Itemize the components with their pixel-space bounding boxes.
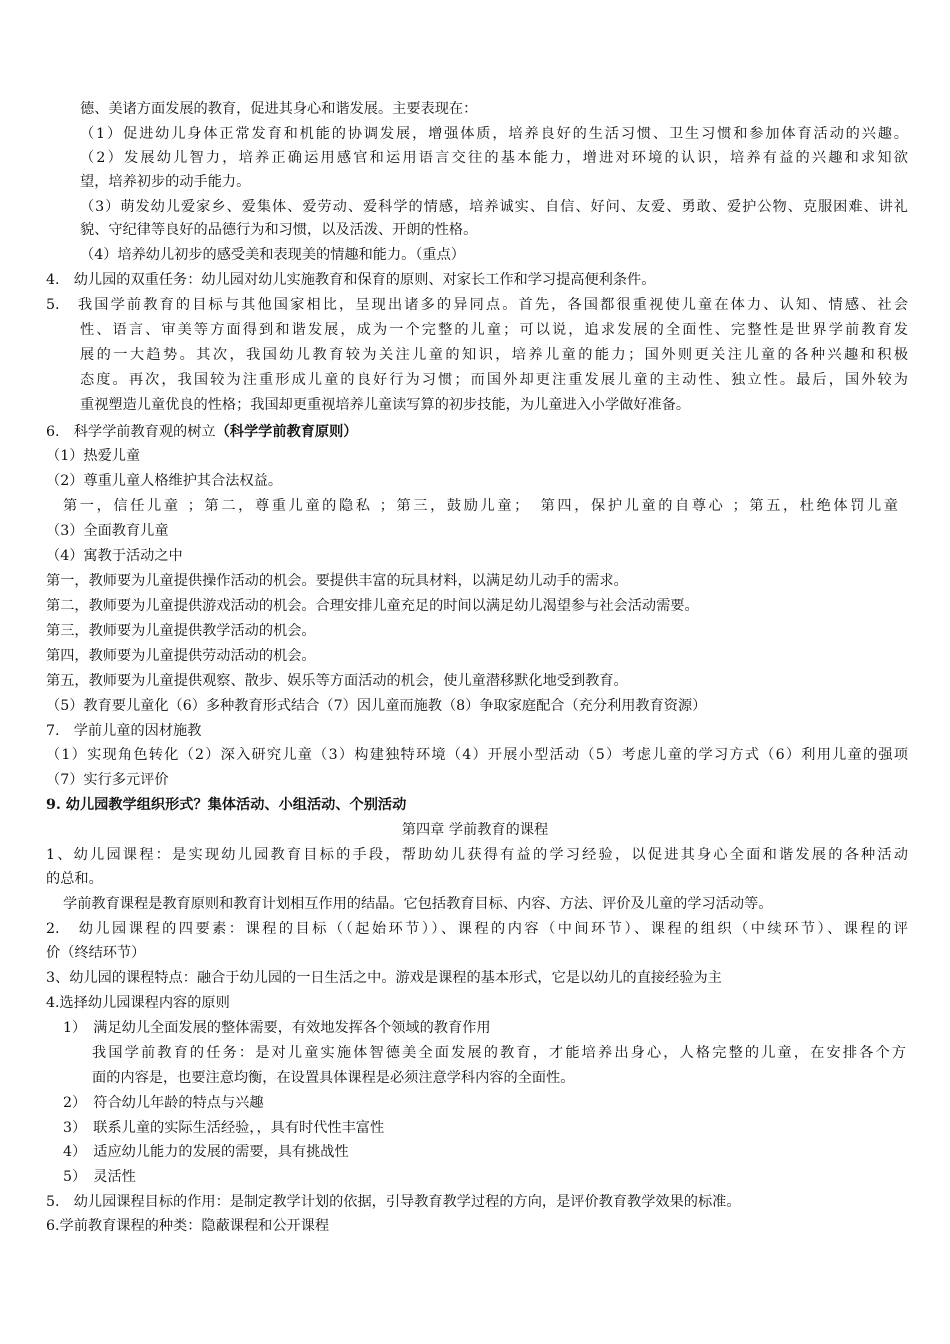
text-line: 第一，信任儿童 ；第二，尊重儿童的隐私 ；第三，鼓励儿童； 第四，保护儿童的自尊心 ；第五，杜绝体罚儿童 [63, 498, 898, 514]
text-line: 价（终结环节） [46, 945, 146, 961]
text-line: 4） 适应幼儿能力的发展的需要，具有挑战性 [63, 1144, 349, 1160]
text-line: 4. 幼儿园的双重任务：幼儿园对幼儿实施教育和保育的原则、对家长工作和学习提高便利条件。 [46, 272, 656, 288]
text-line: （1）热爱儿童 [46, 448, 141, 464]
text-line: 1） 满足幼儿全面发展的整体需要，有效地发挥各个领域的教育作用 [63, 1020, 491, 1036]
text-line: （3）萌发幼儿爱家乡、爱集体、爱劳动、爱科学的情感，培养诚实、自信、好问、友爱、勇敢、爱护公物、克服困难、讲礼 [80, 199, 908, 215]
text-line: （7）实行多元评价 [46, 772, 169, 788]
text-line: 态度。再次，我国较为注重形成儿童的良好行为习惯；而国外却更注重发展儿童的主动性、独立性。最后，国外较为 [80, 372, 908, 388]
text-line: （1）促进幼儿身体正常发育和机能的协调发展，增强体质，培养良好的生活习惯、卫生习惯和参加体育活动的兴趣。 [80, 126, 908, 142]
text-line: 2） 符合幼儿年龄的特点与兴趣 [63, 1095, 264, 1111]
text-line: 重视塑造儿童优良的性格；我国却更重视培养儿童读写算的初步技能，为儿童进入小学做好准备。 [80, 397, 691, 413]
text-line: （5）教育要儿童化（6）多种教育形式结合（7）因儿童而施教（8）争取家庭配合（充分利用教育资源） [46, 698, 707, 714]
text-line: 性、语言、审美等方面得到和谐发展，成为一个完整的儿童；可以说，追求发展的全面性、完整性是世界学前教育发 [80, 322, 908, 338]
text-line: 3） 联系儿童的实际生活经验，，具有时代性丰富性 [63, 1120, 385, 1136]
text-line: （4）培养幼儿初步的感受美和表现美的情趣和能力。（重点） [80, 247, 465, 263]
text-line: （1）实现角色转化（2）深入研究儿童（3）构建独特环境（4）开展小型活动（5）考虑儿童的学习方式（6）利用儿童的强项 [46, 747, 908, 763]
text-line: 我国学前教育的任务：是对儿童实施体智德美全面发展的教育，才能培养出身心，人格完整的儿童，在安排各个方 [92, 1045, 906, 1061]
text-line: （2）尊重儿童人格维护其合法权益。 [46, 473, 283, 489]
text-line: 望，培养初步的动手能力。 [80, 174, 251, 190]
text-line: 展的一大趋势。其次，我国幼儿教育较为关注儿童的知识，培养儿童的能力；国外则更关注儿童的各种兴趣和积极 [80, 347, 908, 363]
text-line: 5. 幼儿园课程目标的作用：是制定教学计划的依据，引导教育教学过程的方向，是评价教育教学效果的标准。 [46, 1194, 741, 1210]
text-line: 面的内容是，也要注意均衡，在设置具体课程是必须注意学科内容的全面性。 [92, 1070, 575, 1086]
chapter-title: 第四章 学前教育的课程 [401, 822, 549, 838]
text-line: 4.选择幼儿园课程内容的原则 [46, 995, 230, 1011]
text-line: 3、幼儿园的课程特点：融合于幼儿园的一日生活之中。游戏是课程的基本形式，它是以幼儿的直接经验为主 [46, 970, 722, 986]
text-line: 貌、守纪律等良好的品德行为和习惯，以及活泼、开朗的性格。 [80, 222, 478, 238]
text-line: 5） 灵活性 [63, 1169, 136, 1185]
section-heading [46, 422, 358, 442]
text-line: 5. 我国学前教育的目标与其他国家相比，呈现出诸多的异同点。首先，各国都很重视使儿童在体力、认知、情感、社会 [46, 297, 908, 313]
text-line: 2. 幼儿园课程的四要素：课程的目标（（起始环节））、课程的内容（中间环节）、课程的组织（中续环节）、课程的评 [46, 921, 908, 937]
text-line: 第三，教师要为儿童提供教学活动的机会。 [46, 623, 316, 639]
text-line: 的总和。 [46, 871, 103, 887]
text-line: 德、美诸方面发展的教育，促进其身心和谐发展。主要表现在： [80, 101, 478, 117]
bold-heading: 9. 幼儿园教学组织形式？集体活动、小组活动、个别活动 [46, 797, 407, 813]
text-line: 1、幼儿园课程：是实现幼儿园教育目标的手段，帮助幼儿获得有益的学习经验，以促进其身心全面和谐发展的各种活动 [46, 847, 908, 863]
text-line: 第四，教师要为儿童提供劳动活动的机会。 [46, 648, 316, 664]
text-line: （2）发展幼儿智力，培养正确运用感官和运用语言交往的基本能力，增进对环境的认识，培养有益的兴趣和求知欲 [80, 150, 908, 166]
text-line: 学前教育课程是教育原则和教育计划相互作用的结晶。它包括教育目标、内容、方法、评价及儿童的学习活动等。 [63, 896, 773, 912]
heading-emphasis: （科学学前教育原则） [215, 424, 358, 440]
text-line: 第一，教师要为儿童提供操作活动的机会。要提供丰富的玩具材料，以满足幼儿动手的需求。 [46, 573, 628, 589]
text-line: 6.学前教育课程的种类：隐蔽课程和公开课程 [46, 1218, 330, 1234]
heading-text: 6. 科学学前教育观的树立 [46, 424, 216, 440]
text-line: 第二，教师要为儿童提供游戏活动的机会。合理安排儿童充足的时间以满足幼儿渴望参与社会活动需要。 [46, 598, 699, 614]
text-line: 第五，教师要为儿童提供观察、散步、娱乐等方面活动的机会，使儿童潜移默化地受到教育。 [46, 673, 628, 689]
text-line: （3）全面教育儿童 [46, 523, 169, 539]
text-line: （4）寓教于活动之中 [46, 548, 183, 564]
text-line: 7. 学前儿童的因材施教 [46, 723, 202, 739]
